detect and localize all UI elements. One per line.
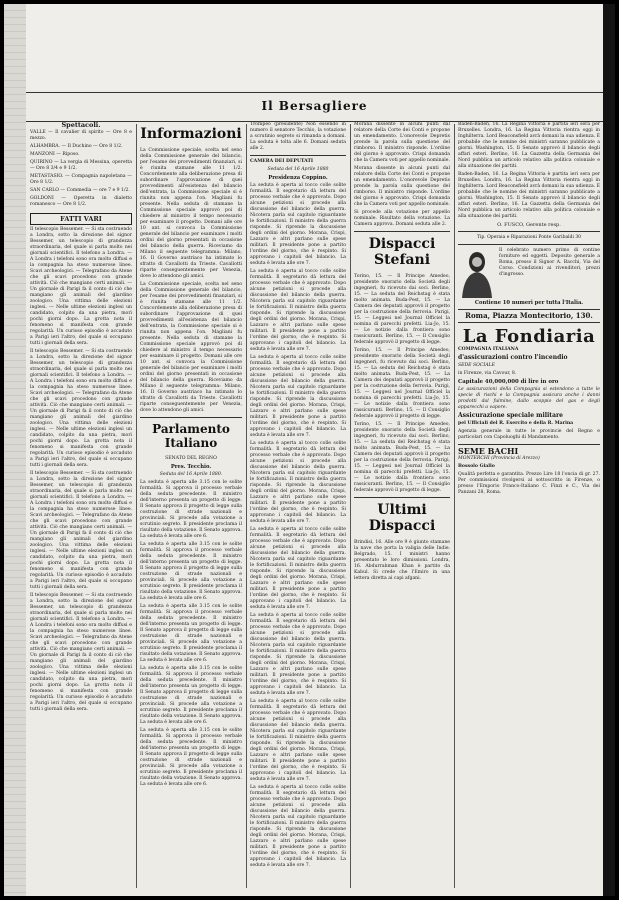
- article-body: La seduta è aperta alle 3.15 con le solite formalità. Si approva il processo verbale della seduta precedente. Il ministro dell'interno presenta un progetto di legge. Il Senato approva il progetto di legge sulla costruzione di strade nazionali e provinciali. Si procede alla votazione a scrutinio segreto. Il presidente proclama il risultato della votazione. Il Senato approva. La seduta è levata alle ore 6.: [140, 480, 242, 539]
- article-body: La seduta è aperta al tocco colle solite formalità. Il segretario dà lettura del processo verbale che è approvato. Dopo alcune petizioni si procede alla discussione del bilancio della guerra. Nicotera parla sul capitolo riguardante le fortificazioni. Il ministro della guerra risponde. Si riprende la discussione degli ordini del giorno. Morana, Crispi, Lazzaro e altri parlano sulle spese militari. Il presidente pone a partito l'ordine del giorno, che è respinto. Si approvano i capitoli del bilancio. La seduta è levata alle ore 7.: [250, 699, 346, 782]
- divider: [458, 322, 600, 323]
- divider: [458, 444, 600, 445]
- advert-body: Il celebrato numero primo di contine forniture ed oggetti. Deposito generale a Roma, presso il Signor A. Bacchi, Via del Corso. Condizioni ai rivenditori, prezzi d'ingrosso.: [499, 248, 600, 277]
- seduta-date: Seduta del 16 Aprile 1880.: [159, 472, 223, 477]
- dispatch-body: Torino, 15. — Il Principe Amedeo, presidente onorario della Società degli ingegneri, fu ricevuto dai soci. Berlino, 15. — La seduta del Reichstag è stata molto animata. Buda-Pest, 15. — La Camera dei deputati approvò il progetto per la costruzione della ferrovia. Parigi, 15. — Leggesi nel Journal Officiel la nomina di parecchi prefetti. Lia-Jo, 15. — Le notizie dalla frontiera sono rassicuranti. Berlino, 15. — Il Consiglio federale approvò il progetto di legge.: [354, 274, 450, 345]
- presidente-line: Pres. Tecchio.: [170, 464, 212, 470]
- spettacoli-item: GOLDONI — Operetta in dialetto romanesco — Ore 8 1/2.: [30, 196, 132, 207]
- spettacoli-item: METASTASIO. — Compagnia napoletana — Ore 8 1/2.: [30, 174, 132, 185]
- column-rule: [246, 124, 247, 888]
- seme-bachi-name: Bossolo Giallo: [458, 464, 495, 469]
- newspaper-title: Il Bersagliere: [261, 99, 368, 113]
- divider: [458, 309, 600, 310]
- masthead: [26, 92, 603, 122]
- divider: [458, 244, 600, 245]
- gerente-signature: O. FUSCO, Gerente resp.: [497, 222, 561, 228]
- column-rule: [454, 124, 455, 888]
- column-4: [354, 122, 450, 890]
- fondiaria-subtitle: d'assicurazioni contro l'incendio: [458, 354, 568, 361]
- seme-bachi-location: MONTERCHI (Provincia di Arezzo): [458, 456, 540, 461]
- blank-top-margin: [26, 4, 603, 90]
- article-body: La seduta è aperta al tocco colle solite formalità. Il segretario dà lettura del processo verbale che è approvato. Dopo alcune petizioni si procede alla discussione del bilancio della guerra. Nicotera parla sul capitolo riguardante le fortificazioni. Il ministro della guerra risponde. Si riprende la discussione degli ordini del giorno. Morana, Crispi, Lazzaro e altri parlano sulle spese militari. Il presidente pone a partito l'ordine del giorno, che è respinto. Si approvano i capitoli del bilancio. La seduta è levata alle ore 7.: [250, 527, 346, 610]
- fondiaria-military-sub: pel Ufficiali del R. Esercito e della R. Marina: [458, 421, 574, 426]
- scan-edge-left: [4, 4, 26, 896]
- advert-address: Roma, Piazza Montecitorio, 130.: [465, 311, 593, 320]
- divider: [354, 497, 450, 498]
- article-body: La Commissione speciale, scelta nel seno della Commissione generale del bilancio, per l'esame dei provvedimenti finanziari, si è riunita stamane alle 11 1/2. Concordemente alla deliberazione presa di subordinare l'approvazione di quei provvedimenti all'esistenza del bilancio dell'entrata, la Commissione speciale si è riunita non appena l'on. Magliani fu presente. Nella seduta di stamane la Commissione speciale approvò poi di chiedere al ministro il tempo necessario per esaminare il progetto. Domani alle ore 10 ant. si convoca la Commissione generale del bilancio per esaminare i molti ordini del giorno presentati in occasione del bilancio della guerra. Riceviamo da Milano il seguente telegramma: Milano, 16. Il Governo austriaco ha intimato lo sfratto di Cavallotti da Trieste. Cavallotti riparte conseguentemente per Venezia, dove lo attendono gli amici.: [140, 148, 242, 279]
- spettacoli-item: VALLE — Il cavalier di spirito — Ore 8 e mezzo.: [30, 130, 132, 141]
- printer-line: Tip. Operaia e Riparazioni Ponte Garibaldi 30: [476, 235, 582, 240]
- dispatch-body: Brindisi, 16. Alle ore 9 è giunto stamane la nave che porta la valigia delle Indie. Belgrado, 15. I ministri hanno presentato le loro dimissioni. Londra, 16. Abdurrahman Khan è partito da Kabul. Si crede che l'Emiro in una lettera diretta ai capi afgani.: [354, 540, 450, 581]
- article-body: Morana dissente in alcuni punti dal relatore della Corte dei Conti e propone un emendamento. L'onorevole Depretis prende la parola sulla questione del rimborso. Il ministro risponde. L'ordine del giorno è approvato. Crispi domanda che la Camera voti per appello nominale.: [354, 166, 450, 207]
- fondiaria-address: in Firenze, via Cavour, 8.: [458, 371, 517, 376]
- spettacoli-item: MANZONI — Riposo.: [30, 152, 80, 157]
- article-body: Il telescopio Bessemer. — Si sta costruendo a Londra, sotto la direzione del signor Bessemer, un telescopio di grandezza straordinaria, del quale si parla molto nei giornali scientifici. Il telefono a Londra. — A Londra i telefoni sono ora molto diffusi e la compagnia ha steso numerose linee. Scavi archeologici. — Telegrafano da Atene che gli scavi procedono con grande attività. Ciò che mangiano certi animali. — Un giornale di Parigi fa il conto di ciò che mangiano gli animali del giardino zoologico. Una vittima delle elezioni inglesi. — Nelle ultime elezioni inglesi un candidato, colpito da una pietra, morì pochi giorni dopo. La grotta nota il fenomeno si manifesta con grande regolarità. Un curioso episodio è accaduto a Parigi ieri l'altro, del quale si occupano tutti i giornali della sera.: [30, 349, 132, 468]
- divider: [140, 417, 242, 418]
- column-3: [250, 122, 346, 890]
- article-body: Trompeo (presidente) Non essendo in numero il senatore Tecchio, la votazione a scrutinio segreto si rimanda a domani. La seduta è tolta alle 6. Domani seduta alle 2.: [250, 122, 346, 151]
- newspaper-page: [4, 4, 615, 896]
- fondiaria-capital: Capitale 40,000,000 di lire in oro: [458, 379, 559, 385]
- column-1: [30, 122, 132, 890]
- spettacoli-item: SAN CARLO — Commedia — ore 7 e 9 1/2.: [30, 188, 130, 193]
- column-rule: [136, 124, 137, 888]
- senato-heading: SENATO DEL REGNO: [165, 456, 217, 461]
- column-2: [140, 122, 242, 890]
- divider: [250, 155, 346, 156]
- article-body: Si procede alla votazione per appello nominale. Risultato della votazione. La Camera approva. Domani seduta alle 2.: [354, 210, 450, 227]
- bust-illustration-icon: [458, 248, 496, 300]
- presidente-line: Presidenza Coppino.: [268, 175, 328, 181]
- ultimi-dispacci-heading: Ultimi Dispacci: [368, 502, 436, 534]
- camera-heading: CAMERA DEI DEPUTATI: [250, 159, 314, 164]
- article-body: Il telescopio Bessemer. — Si sta costruendo a Londra, sotto la direzione del signor Bessemer, un telescopio di grandezza straordinaria, del quale si parla molto nei giornali scientifici. Il telefono a Londra. — A Londra i telefoni sono ora molto diffusi e la compagnia ha steso numerose linee. Scavi archeologici. — Telegrafano da Atene che gli scavi procedono con grande attività. Ciò che mangiano certi animali. — Un giornale di Parigi fa il conto di ciò che mangiano gli animali del giardino zoologico. Una vittima delle elezioni inglesi. — Nelle ultime elezioni inglesi un candidato, colpito da una pietra, morì pochi giorni dopo. La grotta nota il fenomeno si manifesta con grande regolarità. Un curioso episodio è accaduto a Parigi ieri l'altro, del quale si occupano tutti i giornali della sera.: [30, 227, 132, 346]
- fondiaria-agenzia: Agenzia generale in tutte le provincie del Regno e particolari con Capoluoghi di Mandamento.: [458, 429, 600, 440]
- article-body: La seduta è aperta al tocco colle solite formalità. Il segretario dà lettura del processo verbale che è approvato. Dopo alcune petizioni si procede alla discussione del bilancio della guerra. Nicotera parla sul capitolo riguardante le fortificazioni. Il ministro della guerra risponde. Si riprende la discussione degli ordini del giorno. Morana, Crispi, Lazzaro e altri parlano sulle spese militari. Il presidente pone a partito l'ordine del giorno, che è respinto. Si approvano i capitoli del bilancio. La seduta è levata alle ore 7.: [250, 613, 346, 696]
- column-5: [458, 122, 600, 890]
- column-rule: [350, 124, 351, 888]
- fondiaria-sede: SEDE SOCIALE: [458, 363, 495, 368]
- article-body: La seduta è aperta al tocco colle solite formalità. Il segretario dà lettura del processo verbale che è approvato. Dopo alcune petizioni si procede alla discussione del bilancio della guerra. Nicotera parla sul capitolo riguardante le fortificazioni. Il ministro della guerra risponde. Si riprende la discussione degli ordini del giorno. Morana, Crispi, Lazzaro e altri parlano sulle spese militari. Il presidente pone a partito l'ordine del giorno, che è respinto. Si approvano i capitoli del bilancio. La seduta è levata alle ore 7.: [250, 183, 346, 266]
- advert-line: Contiene 10 numeri per tutta l'Italia.: [474, 300, 584, 306]
- article-body: La seduta è aperta al tocco colle solite formalità. Il segretario dà lettura del processo verbale che è approvato. Dopo alcune petizioni si procede alla discussione del bilancio della guerra. Nicotera parla sul capitolo riguardante le fortificazioni. Il ministro della guerra risponde. Si riprende la discussione degli ordini del giorno. Morana, Crispi, Lazzaro e altri parlano sulle spese militari. Il presidente pone a partito l'ordine del giorno, che è respinto. Si approvano i capitoli del bilancio. La seduta è levata alle ore 7.: [250, 269, 346, 352]
- article-body: Il telescopio Bessemer. — Si sta costruendo a Londra, sotto la direzione del signor Bessemer, un telescopio di grandezza straordinaria, del quale si parla molto nei giornali scientifici. Il telefono a Londra. — A Londra i telefoni sono ora molto diffusi e la compagnia ha steso numerose linee. Scavi archeologici. — Telegrafano da Atene che gli scavi procedono con grande attività. Ciò che mangiano certi animali. — Un giornale di Parigi fa il conto di ciò che mangiano gli animali del giardino zoologico. Una vittima delle elezioni inglesi. — Nelle ultime elezioni inglesi un candidato, colpito da una pietra, morì pochi giorni dopo. La grotta nota il fenomeno si manifesta con grande regolarità. Un curioso episodio è accaduto a Parigi ieri l'altro, del quale si occupano tutti i giornali della sera.: [30, 471, 132, 590]
- seme-bachi-body: Qualità perfetta e garantita. Prezzo Lire 18 l'oncia di gr. 27. Per commissioni rivolgersi al sottoscritto in Firenze, o presso l'Emporio Franco-Italiano C. Finzi e C., Via dei Panzani 28, Roma.: [458, 472, 600, 495]
- article-body: La seduta è aperta al tocco colle solite formalità. Il segretario dà lettura del processo verbale che è approvato. Dopo alcune petizioni si procede alla discussione del bilancio della guerra. Nicotera parla sul capitolo riguardante le fortificazioni. Il ministro della guerra risponde. Si riprende la discussione degli ordini del giorno. Morana, Crispi, Lazzaro e altri parlano sulle spese militari. Il presidente pone a partito l'ordine del giorno, che è respinto. Si approvano i capitoli del bilancio. La seduta è levata alle ore 7.: [250, 355, 346, 438]
- article-body: La seduta è aperta al tocco colle solite formalità. Il segretario dà lettura del processo verbale che è approvato. Dopo alcune petizioni si procede alla discussione del bilancio della guerra. Nicotera parla sul capitolo riguardante le fortificazioni. Il ministro della guerra risponde. Si riprende la discussione degli ordini del giorno. Morana, Crispi, Lazzaro e altri parlano sulle spese militari. Il presidente pone a partito l'ordine del giorno, che è respinto. Si approvano i capitoli del bilancio. La seduta è levata alle ore 7.: [250, 785, 346, 868]
- spettacoli-item: QUIRINO — La vergia di Messina, operetta — Ore 8 3/4 e 9 1/2.: [30, 160, 132, 171]
- article-body: La seduta è aperta al tocco colle solite formalità. Il segretario dà lettura del processo verbale che è approvato. Dopo alcune petizioni si procede alla discussione del bilancio della guerra. Nicotera parla sul capitolo riguardante le fortificazioni. Il ministro della guerra risponde. Si riprende la discussione degli ordini del giorno. Morana, Crispi, Lazzaro e altri parlano sulle spese militari. Il presidente pone a partito l'ordine del giorno, che è respinto. Si approvano i capitoli del bilancio. La seduta è levata alle ore 7.: [250, 441, 346, 524]
- parlamento-heading: Parlamento Italiano: [152, 422, 230, 450]
- fatti-vari-heading: FATTI VARI: [30, 213, 132, 225]
- dispatch-body: Baden-Baden, 16. La Regina Vittoria è partita ieri sera per Bruxelles. Londra, 16. La Regina Vittoria rientra oggi in Inghilterra. Lord Beaconsfield avrà domani la sua udienza. È probabile che le nomine dei ministri saranno pubblicate a giorni. Washington, 15. Il Senato approvò il bilancio degli affari esteri. Berlino, 16. La Gazzetta della Germania del Nord pubblica un articolo relativo alla politica coloniale e alla situazione dei partiti.: [458, 122, 600, 169]
- spettacoli-heading: Spettacoli.: [61, 122, 101, 129]
- fondiaria-military: Assicurazione speciale militare: [458, 412, 563, 419]
- dispatch-body: Torino, 15. — Il Principe Amedeo, presidente onorario della Società degli ingegneri, fu ricevuto dai soci. Berlino, 15. — La seduta del Reichstag è stata molto animata. Buda-Pest, 15. — La Camera dei deputati approvò il progetto per la costruzione della ferrovia. Parigi, 15. — Leggesi nel Journal Officiel la nomina di parecchi prefetti. Lia-Jo, 15. — Le notizie dalla frontiera sono rassicuranti. Berlino, 15. — Il Consiglio federale approvò il progetto di legge.: [354, 348, 450, 419]
- spettacoli-item: ALHAMBRA. — Il Duchino — Ore 8 1/2.: [30, 144, 123, 149]
- article-body: La seduta è aperta alle 3.15 con le solite formalità. Si approva il processo verbale della seduta precedente. Il ministro dell'interno presenta un progetto di legge. Il Senato approva il progetto di legge sulla costruzione di strade nazionali e provinciali. Si procede alla votazione a scrutinio segreto. Il presidente proclama il risultato della votazione. Il Senato approva. La seduta è levata alle ore 6.: [140, 728, 242, 787]
- fondiaria-body: Le assicurazioni della Compagnia si estendono a tutte le specie di rischi e la Compagnia assicura anche i danni prodotti dal fulmine, dallo scoppio del gas e degli apparecchi a vapore.: [458, 387, 600, 410]
- fondiaria-title: La Fondiaria: [462, 326, 596, 347]
- dispatch-body: Torino, 15. — Il Principe Amedeo, presidente onorario della Società degli ingegneri, fu ricevuto dai soci. Berlino, 15. — La seduta del Reichstag è stata molto animata. Buda-Pest, 15. — La Camera dei deputati approvò il progetto per la costruzione della ferrovia. Parigi, 15. — Leggesi nel Journal Officiel la nomina di parecchi prefetti. Lia-Jo, 15. — Le notizie dalla frontiera sono rassicuranti. Berlino, 15. — Il Consiglio federale approvò il progetto di legge.: [354, 422, 450, 493]
- article-body: Morana dissente in alcuni punti dal relatore della Corte dei Conti e propone un emendamento. L'onorevole Depretis prende la parola sulla questione del rimborso. Il ministro risponde. L'ordine del giorno è approvato. Crispi domanda che la Camera voti per appello nominale.: [354, 122, 450, 163]
- article-body: La seduta è aperta alle 3.15 con le solite formalità. Si approva il processo verbale della seduta precedente. Il ministro dell'interno presenta un progetto di legge. Il Senato approva il progetto di legge sulla costruzione di strade nazionali e provinciali. Si procede alla votazione a scrutinio segreto. Il presidente proclama il risultato della votazione. Il Senato approva. La seduta è levata alle ore 6.: [140, 604, 242, 663]
- fondiaria-subtitle: COMPAGNIA ITALIANA: [458, 347, 519, 352]
- seduta-date: Seduta del 16 Aprile 1880: [267, 167, 329, 172]
- article-body: Il telescopio Bessemer. — Si sta costruendo a Londra, sotto la direzione del signor Bessemer, un telescopio di grandezza straordinaria, del quale si parla molto nei giornali scientifici. Il telefono a Londra. — A Londra i telefoni sono ora molto diffusi e la compagnia ha steso numerose linee. Scavi archeologici. — Telegrafano da Atene che gli scavi procedono con grande attività. Ciò che mangiano certi animali. — Un giornale di Parigi fa il conto di ciò che mangiano gli animali del giardino zoologico. Una vittima delle elezioni inglesi. — Nelle ultime elezioni inglesi un candidato, colpito da una pietra, morì pochi giorni dopo. La grotta nota il fenomeno si manifesta con grande regolarità. Un curioso episodio è accaduto a Parigi ieri l'altro, del quale si occupano tutti i giornali della sera.: [30, 593, 132, 712]
- seme-bachi-heading: SEME BACHI: [458, 446, 519, 456]
- article-body: La Commissione speciale, scelta nel seno della Commissione generale del bilancio, per l'esame dei provvedimenti finanziari, si è riunita stamane alle 11 1/2. Concordemente alla deliberazione presa di subordinare l'approvazione di quei provvedimenti all'esistenza del bilancio dell'entrata, la Commissione speciale si è riunita non appena l'on. Magliani fu presente. Nella seduta di stamane la Commissione speciale approvò poi di chiedere al ministro il tempo necessario per esaminare il progetto. Domani alle ore 10 ant. si convoca la Commissione generale del bilancio per esaminare i molti ordini del giorno presentati in occasione del bilancio della guerra. Riceviamo da Milano il seguente telegramma: Milano, 16. Il Governo austriaco ha intimato lo sfratto di Cavallotti da Trieste. Cavallotti riparte conseguentemente per Venezia, dove lo attendono gli amici.: [140, 282, 242, 413]
- article-body: La seduta è aperta alle 3.15 con le solite formalità. Si approva il processo verbale della seduta precedente. Il ministro dell'interno presenta un progetto di legge. Il Senato approva il progetto di legge sulla costruzione di strade nazionali e provinciali. Si procede alla votazione a scrutinio segreto. Il presidente proclama il risultato della votazione. Il Senato approva. La seduta è levata alle ore 6.: [140, 666, 242, 725]
- divider: [354, 231, 450, 232]
- article-body: La seduta è aperta alle 3.15 con le solite formalità. Si approva il processo verbale della seduta precedente. Il ministro dell'interno presenta un progetto di legge. Il Senato approva il progetto di legge sulla costruzione di strade nazionali e provinciali. Si procede alla votazione a scrutinio segreto. Il presidente proclama il risultato della votazione. Il Senato approva. La seduta è levata alle ore 6.: [140, 542, 242, 601]
- divider: [458, 231, 600, 232]
- dispatch-body: Baden-Baden, 16. La Regina Vittoria è partita ieri sera per Bruxelles. Londra, 16. La Regina Vittoria rientra oggi in Inghilterra. Lord Beaconsfield avrà domani la sua udienza. È probabile che le nomine dei ministri saranno pubblicate a giorni. Washington, 15. Il Senato approvò il bilancio degli affari esteri. Berlino, 16. La Gazzetta della Germania del Nord pubblica un articolo relativo alla politica coloniale e alla situazione dei partiti.: [458, 172, 600, 219]
- advert-contine: [458, 248, 600, 300]
- scan-edge-right: [603, 4, 615, 896]
- dispacci-heading: Dispacci Stefani: [368, 236, 436, 268]
- informazioni-heading: Informazioni: [140, 126, 242, 142]
